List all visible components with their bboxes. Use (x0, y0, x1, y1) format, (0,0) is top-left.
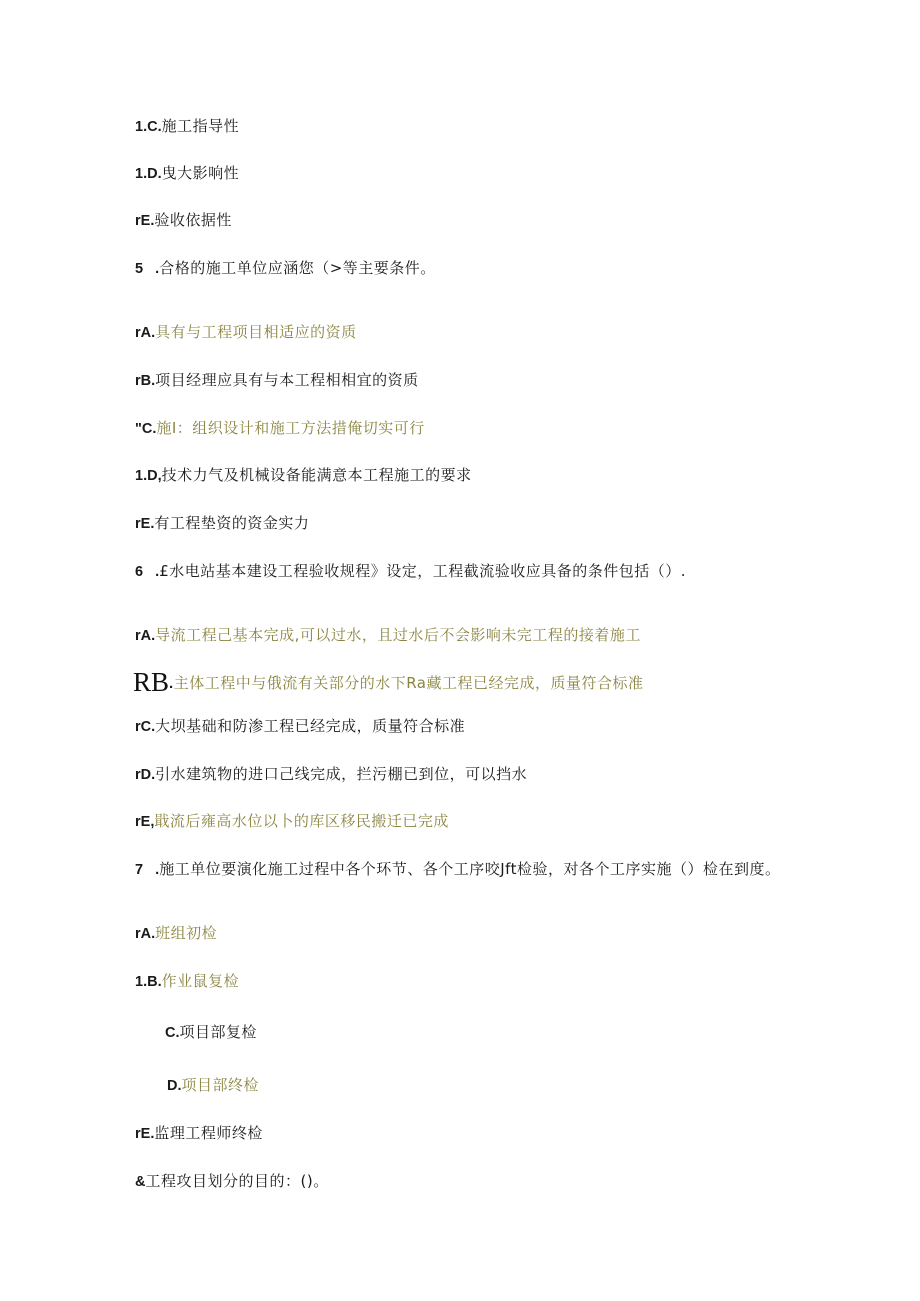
option-text: 监理工程师终检 (154, 1124, 263, 1142)
option-text: 有工程垫资的资金实力 (154, 514, 310, 532)
option-6a (135, 625, 641, 646)
option-prefix: rA. (135, 325, 156, 341)
option-prefix: rC. (135, 719, 156, 735)
option-text: 项目经理应具有与本工程相相宜的资质 (155, 371, 419, 389)
option-4e (135, 210, 232, 231)
question-number: 7 . (135, 862, 160, 878)
option-5d (135, 465, 472, 486)
option-prefix: 1.B. (135, 974, 162, 990)
option-prefix-large: RB (133, 667, 170, 697)
option-4c (135, 116, 239, 137)
option-prefix: rE, (135, 814, 155, 830)
option-prefix: rD. (135, 767, 156, 783)
option-prefix: 1.C. (135, 119, 162, 135)
option-prefix: rA. (135, 628, 156, 644)
option-text: 施I：组织设计和施工方法措俺切实可行 (156, 419, 425, 437)
option-5b (135, 370, 419, 391)
option-4d (135, 163, 239, 184)
option-prefix: rB. (135, 373, 156, 389)
question-number: 5 . (135, 261, 160, 277)
option-text: 戢流后雍高水位以卜的库区移民搬迁已完成 (154, 812, 449, 830)
option-prefix: rE. (135, 516, 155, 532)
option-prefix: 1.D, (135, 468, 162, 484)
question-5 (135, 258, 436, 279)
option-text: 具有与工程项目相适应的资质 (155, 323, 357, 341)
option-prefix: 1.D. (135, 166, 162, 182)
option-prefix: "C. (135, 421, 157, 437)
question-number: & (135, 1174, 146, 1190)
option-text: 大坝基础和防渗工程已经完成，质量符合标准 (155, 717, 466, 735)
option-text: 引水建筑物的进口己线完成，拦污棚已到位，可以挡水 (155, 765, 528, 783)
option-text: 项目部复检 (179, 1023, 258, 1041)
option-prefix: rE. (135, 1126, 155, 1142)
question-text: 合格的施工单位应涵您（>等主要条件。 (159, 259, 436, 277)
option-7e (135, 1123, 263, 1144)
question-7 (135, 859, 781, 880)
option-text: 导流工程己基本完成,可以过水，且过水后不会影响未完工程的接着施工 (155, 626, 641, 644)
option-5c (135, 418, 425, 439)
option-6d (135, 764, 527, 785)
option-text: 施工指导性 (161, 117, 240, 135)
question-text: £水电站基本建设工程验收规程》设定，工程截流验收应具备的条件包括（）. (159, 562, 687, 580)
option-prefix-dot: . (169, 675, 174, 692)
option-text: 主体工程中与俄流有关部分的水下Ra藏工程已经完成，质量符合标准 (173, 674, 644, 692)
option-text: 验收依据性 (154, 211, 232, 229)
option-7b (135, 971, 239, 992)
option-5a (135, 322, 357, 343)
option-text: 曳大影响性 (161, 164, 240, 182)
option-prefix: D. (167, 1078, 182, 1094)
option-text: 技术力气及机械设备能满意本工程施工的要求 (161, 466, 472, 484)
option-6b (133, 668, 644, 696)
option-prefix: rE. (135, 213, 155, 229)
question-text: 工程攻目划分的目的：()。 (145, 1172, 329, 1190)
option-5e (135, 513, 309, 534)
option-prefix: C. (165, 1025, 180, 1041)
question-text: 施工单位要演化施工过程中各个环节、各个工序咬Jft检验，对各个工序实施（）检在到度。 (159, 860, 781, 878)
option-text: 作业鼠复检 (161, 972, 240, 990)
option-7a (135, 923, 217, 944)
option-7d (167, 1075, 259, 1096)
question-6 (135, 561, 686, 582)
option-6e (135, 811, 449, 832)
question-number: 6 . (135, 564, 160, 580)
option-prefix: rA. (135, 926, 156, 942)
option-text: 班组初检 (155, 924, 218, 942)
question-8 (135, 1171, 329, 1192)
option-text: 项目部终检 (181, 1076, 260, 1094)
option-6c (135, 716, 465, 737)
option-7c (165, 1022, 257, 1043)
